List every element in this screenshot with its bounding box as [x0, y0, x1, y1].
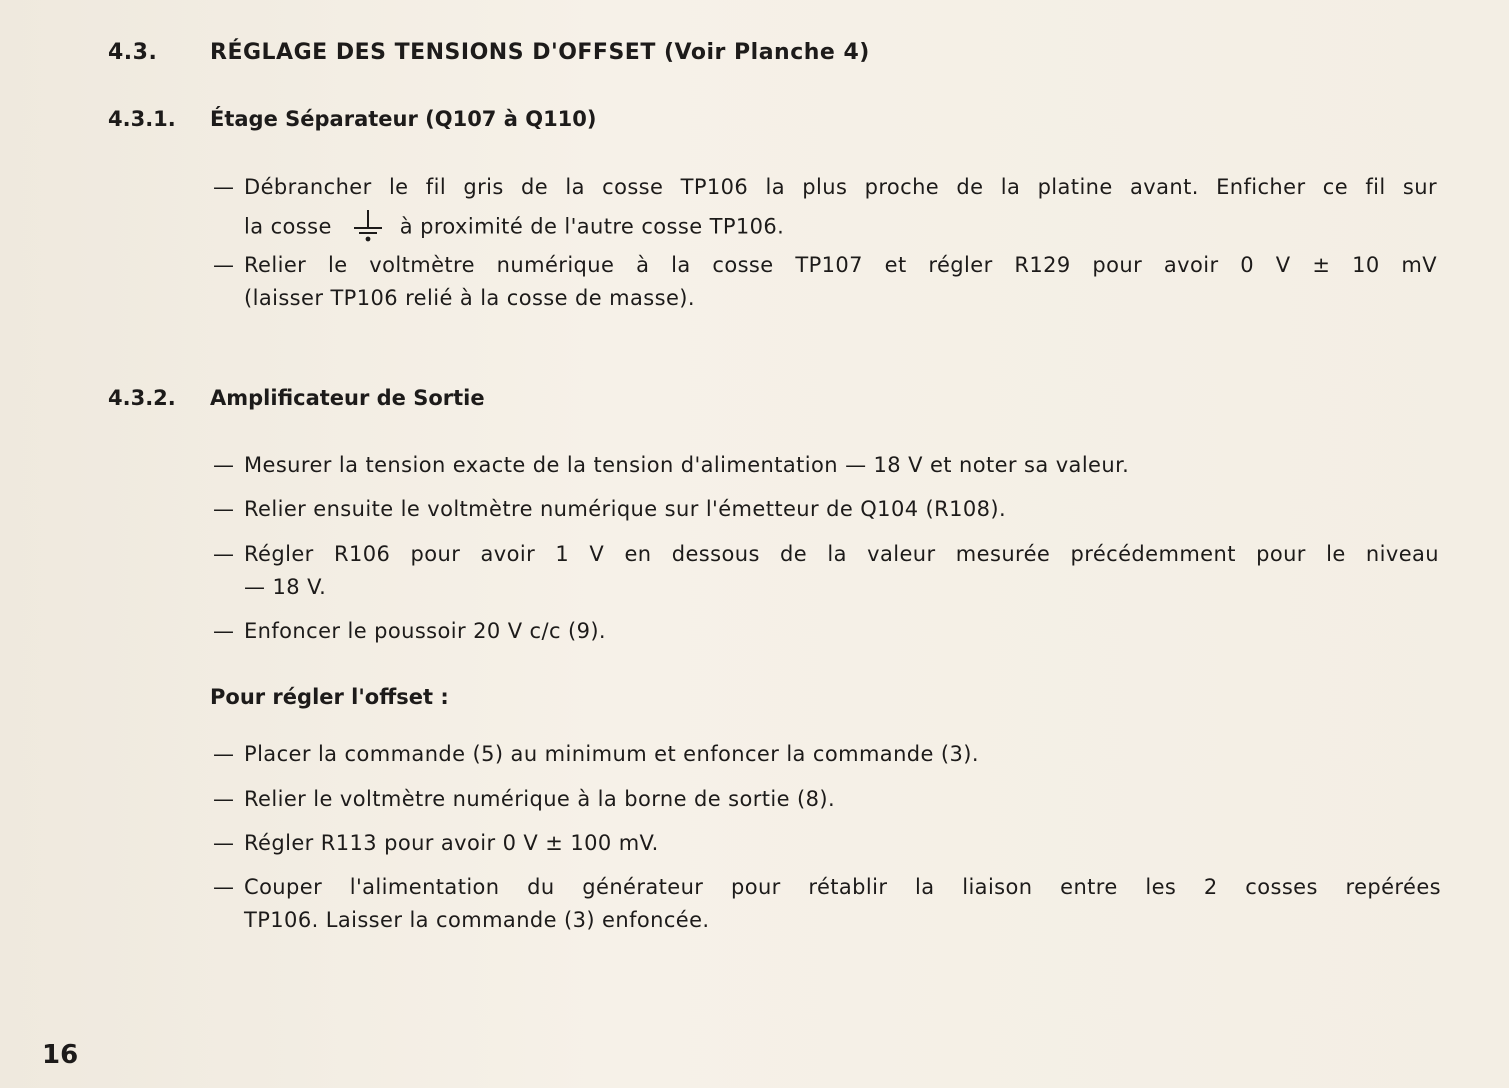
list-dash: — — [213, 619, 234, 643]
list-item-text: la cosse — [244, 214, 332, 239]
subsection-number: 4.3.2. — [108, 386, 176, 410]
list-item-text: Enfoncer le poussoir 20 V c/c (9). — [244, 619, 606, 643]
offset-heading: Pour régler l'offset : — [210, 685, 449, 709]
list-dash: — — [213, 175, 234, 199]
subsection-title: Étage Séparateur (Q107 à Q110) — [210, 107, 597, 131]
list-item-text-continued: TP106. Laisser la commande (3) enfoncée. — [244, 908, 710, 932]
list-item-text: Couper l'alimentation du générateur pour rétablir la liaison entre les 2 cosses repérées — [244, 875, 1441, 899]
page-number: 16 — [42, 1040, 79, 1070]
list-dash: — — [213, 497, 234, 521]
list-dash: — — [213, 875, 234, 899]
list-item-text: Régler R106 pour avoir 1 V en dessous de la valeur mesurée précédemment pour le niveau — [244, 542, 1439, 566]
list-dash: — — [213, 742, 234, 766]
list-item-text: Mesurer la tension exacte de la tension d'alimentation — 18 V et noter sa valeur. — [244, 453, 1130, 477]
list-dash: — — [213, 542, 234, 566]
list-item-text: Placer la commande (5) au minimum et enfoncer la commande (3). — [244, 742, 979, 766]
list-item-text-continued — [244, 208, 784, 247]
list-item-text-continued: — 18 V. — [244, 575, 327, 599]
list-dash: — — [213, 453, 234, 477]
list-item-text-continued: (laisser TP106 relié à la cosse de masse). — [244, 286, 695, 310]
subsection-number: 4.3.1. — [108, 107, 176, 131]
ground-symbol-icon — [350, 208, 386, 247]
list-dash: — — [213, 831, 234, 855]
list-item-text: Relier le voltmètre numérique à la borne de sortie (8). — [244, 787, 836, 811]
list-item-text: Relier le voltmètre numérique à la cosse TP107 et régler R129 pour avoir 0 V ± 10 mV — [244, 253, 1437, 277]
subsection-title: Amplificateur de Sortie — [210, 386, 485, 410]
list-dash: — — [213, 787, 234, 811]
list-item-text: Débrancher le fil gris de la cosse TP106 la plus proche de la platine avant. Enficher ce fil sur — [244, 175, 1437, 199]
list-item-text: Régler R113 pour avoir 0 V ± 100 mV. — [244, 831, 659, 855]
list-dash: — — [213, 253, 234, 277]
list-item-text: à proximité de l'autre cosse TP106. — [399, 214, 785, 239]
section-title: RÉGLAGE DES TENSIONS D'OFFSET (Voir Planche 4) — [210, 40, 870, 65]
list-item-text: Relier ensuite le voltmètre numérique sur l'émetteur de Q104 (R108). — [244, 497, 1007, 521]
section-number: 4.3. — [108, 40, 158, 65]
